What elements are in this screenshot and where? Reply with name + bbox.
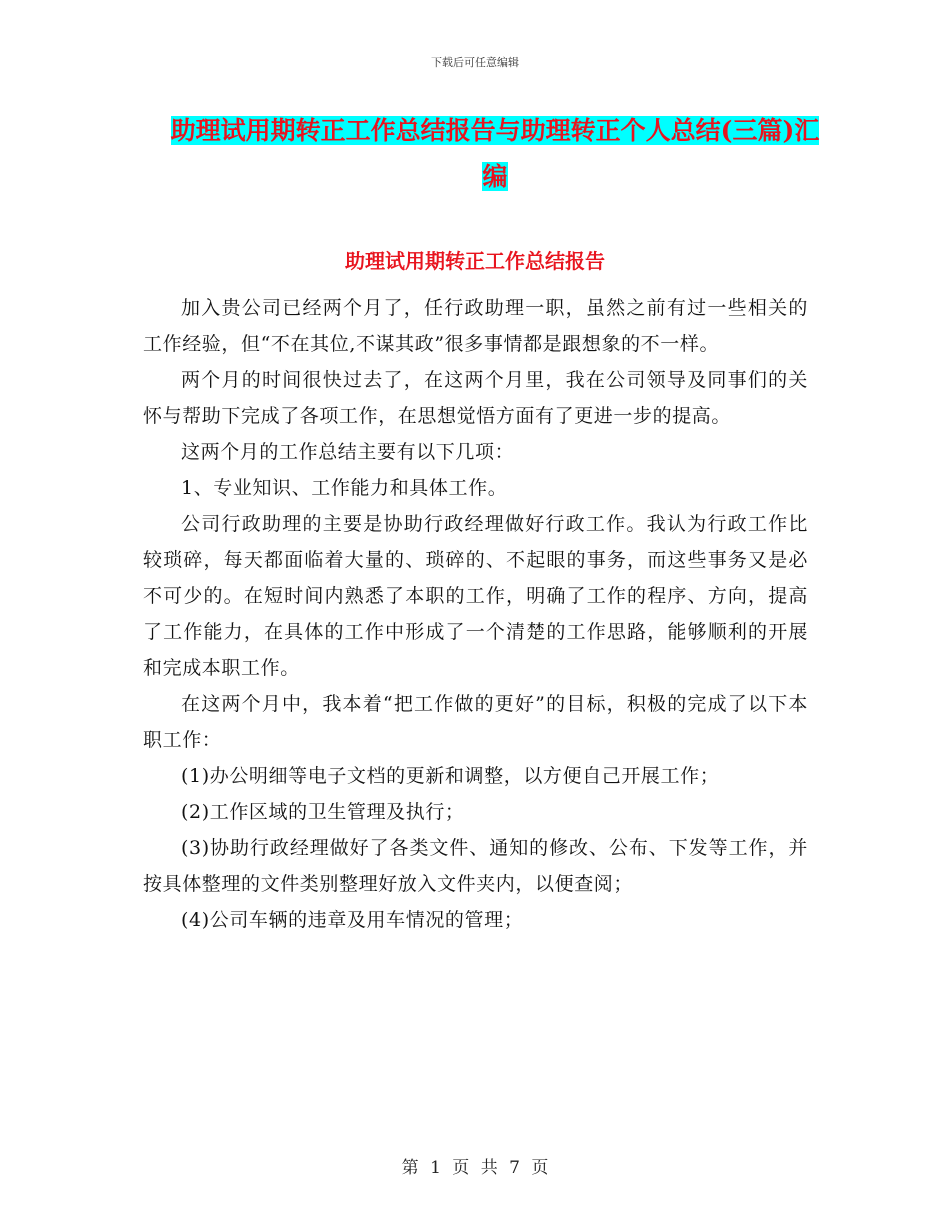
paragraph: 这两个月的工作总结主要有以下几项： bbox=[181, 441, 515, 463]
paragraph: 在这两个月中，我本着“把工作做的更好”的目标，积极的完成了以下本职工作： bbox=[143, 693, 808, 751]
paragraph: 公司行政助理的主要是协助行政经理做好行政工作。我认为行政工作比较琐碎，每天都面临着大量的、琐碎的、不起眼的事务，而这些事务又是必不可少的。在短时间内熟悉了本职的工作，明确了工作的程序、方向，提高了工作能力，在具体的工作中形成了一个清楚的工作思路，能够顺利的开展和完成本职工作。 bbox=[143, 513, 808, 679]
list-item: (4)公司车辆的违章及用车情况的管理； bbox=[181, 909, 524, 931]
paragraph: 1、专业知识、工作能力和具体工作。 bbox=[181, 477, 508, 499]
section-title: 助理试用期转正工作总结报告 bbox=[345, 249, 605, 273]
document-title bbox=[170, 108, 820, 200]
page-header-note: 下载后可任意编辑 bbox=[431, 56, 519, 69]
page-number-footer: 第 1 页 共 7 页 bbox=[401, 1158, 549, 1178]
paragraph: 两个月的时间很快过去了，在这两个月里，我在公司领导及同事们的关怀与帮助下完成了各项工作，在思想觉悟方面有了更进一步的提高。 bbox=[143, 369, 808, 427]
list-item: (2)工作区域的卫生管理及执行； bbox=[181, 801, 465, 823]
document-title-highlight: 助理试用期转正工作总结报告与助理转正个人总结(三篇)汇编 bbox=[170, 116, 820, 191]
list-item: (3)协助行政经理做好了各类文件、通知的修改、公布、下发等工作，并按具体整理的文件类别整理好放入文件夹内，以便查阅； bbox=[143, 837, 808, 895]
paragraph: 加入贵公司已经两个月了，任行政助理一职，虽然之前有过一些相关的工作经验，但“不在其位,不谋其政”很多事情都是跟想象的不一样。 bbox=[143, 297, 808, 355]
list-item: (1)办公明细等电子文档的更新和调整，以方便自己开展工作； bbox=[181, 765, 720, 787]
document-body bbox=[143, 290, 808, 938]
